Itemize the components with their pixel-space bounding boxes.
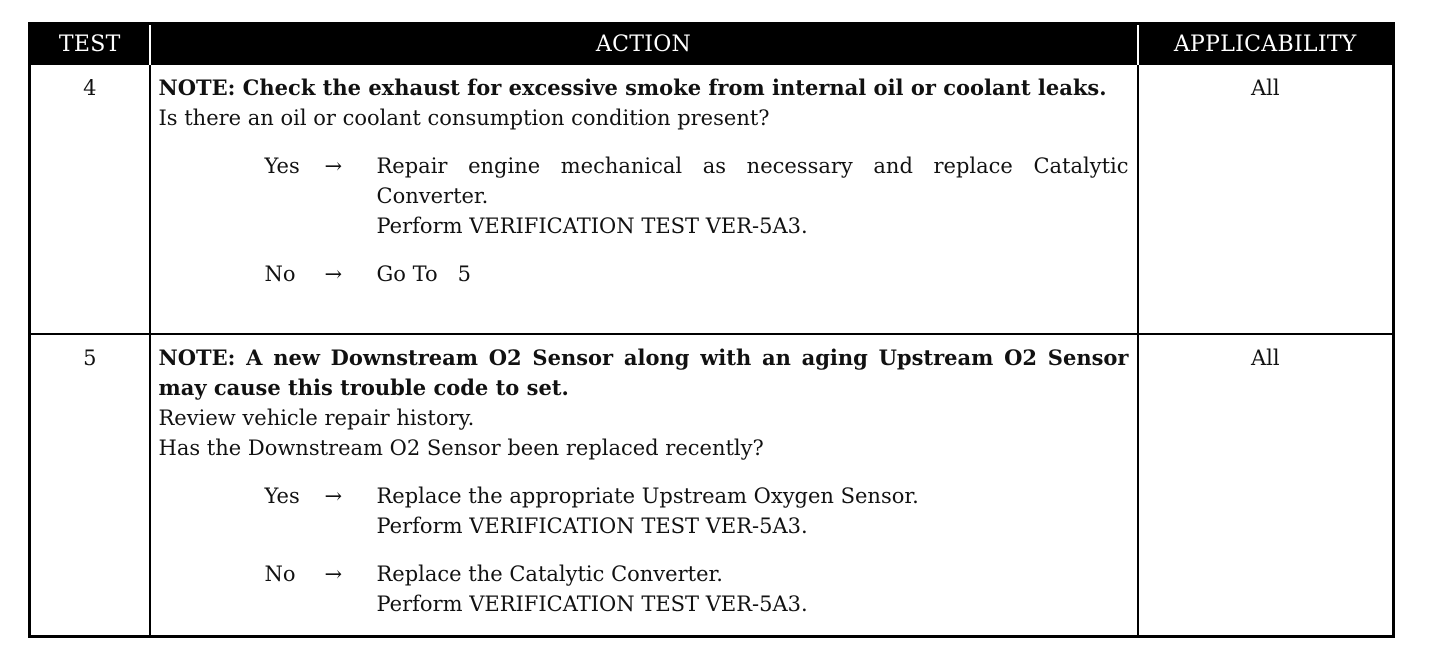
header-action: ACTION: [150, 24, 1138, 65]
arrow-icon: →: [324, 484, 343, 508]
result-line: Replace the appropriate Upstream Oxygen Sensor.: [376, 484, 919, 508]
table-header-row: [30, 24, 1394, 65]
answer-label: No: [264, 262, 296, 286]
test-number: 5: [30, 334, 150, 636]
table-row: [30, 334, 1394, 636]
result-line: Replace the Catalytic Converter.: [376, 562, 723, 586]
result-line: Perform VERIFICATION TEST VER-5A3.: [376, 592, 808, 616]
arrow-icon: →: [324, 262, 343, 286]
outcome-no: [265, 259, 1129, 289]
result-line: Go To 5: [376, 262, 471, 286]
note-text: NOTE: A new Downstream O2 Sensor along with an aging Upstream O2 Sensor may cause this trouble code to set.: [158, 345, 1129, 400]
diagnostic-test-table: [28, 22, 1395, 638]
result-text: [377, 151, 1129, 241]
action-cell: [150, 64, 1138, 334]
result-line: Perform VERIFICATION TEST VER-5A3.: [376, 514, 808, 538]
table-row: [30, 64, 1394, 334]
result-text: [377, 259, 1129, 289]
result-text: [377, 481, 1129, 541]
applicability-value: All: [1138, 64, 1394, 334]
instruction-text: Review vehicle repair history.: [158, 406, 475, 430]
answer-label: Yes: [264, 484, 300, 508]
outcome-no: [265, 559, 1129, 619]
applicability-value: All: [1138, 334, 1394, 636]
arrow-icon: →: [324, 562, 343, 586]
answer-label: No: [264, 562, 296, 586]
arrow-icon: →: [324, 154, 343, 178]
question-text: Has the Downstream O2 Sensor been replaced recently?: [158, 436, 764, 460]
result-line: Perform VERIFICATION TEST VER-5A3.: [376, 214, 808, 238]
note-text: NOTE: Check the exhaust for excessive smoke from internal oil or coolant leaks.: [158, 75, 1107, 100]
header-test: TEST: [30, 24, 150, 65]
header-applicability: APPLICABILITY: [1138, 24, 1394, 65]
question-text: Is there an oil or coolant consumption condition present?: [158, 106, 770, 130]
result-text: [377, 559, 1129, 619]
result-line: Repair engine mechanical as necessary and replace Catalytic Converter.: [376, 154, 1129, 208]
outcome-yes: [265, 151, 1129, 241]
test-number: 4: [30, 64, 150, 334]
action-cell: [150, 334, 1138, 636]
answer-label: Yes: [264, 154, 300, 178]
outcome-yes: [265, 481, 1129, 541]
